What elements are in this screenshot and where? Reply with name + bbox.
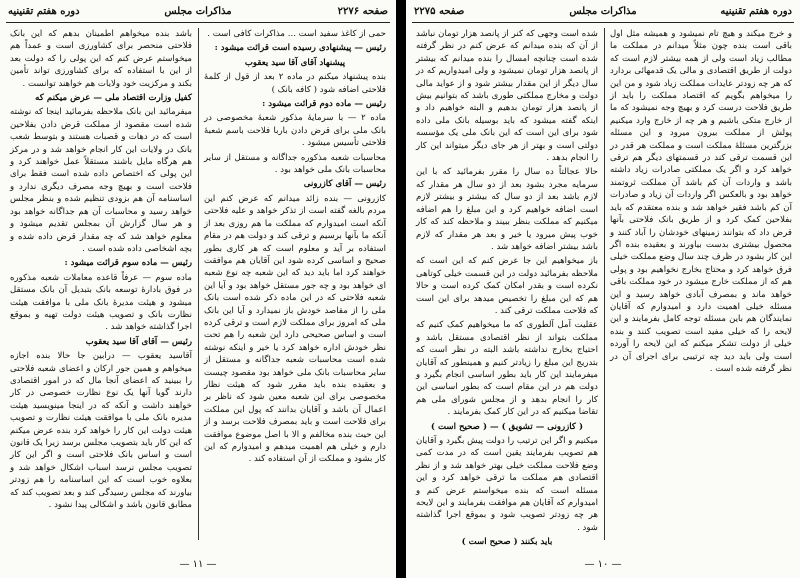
- right-column-divider: [604, 28, 605, 540]
- paragraph: شده است وجهی که کنر از پانصد هزار تومان نباشد از آن که بنده میدانم که عرض کنم در نظر گرفته شده است چنانچه امسال را بنده میدانم که بیشتر از پانصد هزار تومان نمیشود و ولی امیدواریم که در سال دیگر از این مقدار بیشتر شود و از عواید مالی دولت و مخارج مملکتی طوری باشد که بتوانیم بیش از پانصد هزار تومان بدهیم و البته خواهیم داد و اینکه گفته میشود که باید بوسیله بانک ملی داده شود برای این است که این بانک ملی یک مؤسسه دولتی است و بهتر از هر جای دیگر میتواند این کار را انجام بدهد .: [416, 29, 598, 164]
- left-page-header: [8, 6, 388, 22]
- left-page: [0, 0, 396, 578]
- speaker-line: رئیس — پیشنهادی رسیده است قرائت میشود :: [214, 43, 386, 54]
- speaker-line: رئیس — ماده دوم قرائت میشود :: [262, 99, 386, 110]
- centered-line: پیشنهاد آقای آقا سید یعقوب: [244, 57, 346, 68]
- right-page-header: [414, 6, 792, 22]
- speaker-line: رئیس — آقای کازرونی: [303, 179, 386, 190]
- paragraph: عقلیت آمل آلطوری که ما میخواهیم کمک کنیم که مملکت بتواند از نظر اقتصادی مستقل باشد و احتیاج بخارج نداشته باشد البته در نظر است که بتدریج این مبلغ را زیادتر کنیم و همینطور که آقایان میفرمایند این کار باید بطور اساسی انجام بگیرد و دولت هم در این مقام است که بطور اساسی این کار را انجام بدهد و از مجلس شورای ملی هم تقاضا میکنیم که در این کار کمک بفرمایند .: [416, 320, 598, 418]
- paragraph: میفرمائید این بانک ملاحظه بفرمائید اینجا که نوشته شده است مقصود از مملکت قرض دادن بفلاحین است که در دهات و قصبات هستند و بتوسط شعب بانک در ولایات این کار انجام خواهد شد و در مرکز هم هرگاه مایل باشند مستقلاً عمل خواهند کرد و این پولی که اختصاص داده شده است فقط برای فلاحت است و بهیچ وجه مصرف دیگری ندارد و اساسنامه آن هم بزودی تنظیم شده و بنظر مجلس خواهد رسید و محاسبات آن هم جداگانه خواهد بود و هر سال گزارش آن بمجلس تقدیم میشود و معلوم خواهد شد که چه مقدار قرض داده شده و بچه اشخاصی داده شده است .: [10, 107, 192, 254]
- left-page-label: صفحه ۲۲۷۶: [337, 6, 388, 17]
- left-header-rule: [6, 22, 390, 23]
- right-page: [406, 0, 800, 578]
- speaker-line: رئیس — آقای آقا سید یعقوب: [85, 336, 192, 347]
- right-page-session: دوره هفتم تقنینیه: [720, 6, 792, 17]
- left-page-session: دوره هفتم تقنینیه: [8, 6, 80, 17]
- paragraph: محاسبات شعبه مذکوره جداگانه و مستقل از سایر محاسبات بانک ملی خواهد بود .: [204, 152, 386, 176]
- left-page-column-right: [204, 28, 386, 538]
- paragraph: ماده سوم — عرفاً قاعده معاملات شعبه مذکوره در فوق بادارهٔ توسعه بانک بتبدیل آن بانک مستقل میشود و هیئت مدیرهٔ بانک ملی با موافقت هیئت نظارت بانک و تصویب هیئت دولت تهیه و بموقع اجرا گذاشته خواهد شد .: [10, 272, 192, 333]
- left-page-number: — ۱۱ —: [179, 559, 217, 570]
- right-page-column-right: [610, 28, 792, 538]
- paragraph: باز میخواهیم این جا عرض کنم که این است که ملاحظه بفرمائید دولت در این قسمت خیلی کوتاهی نکرده است و بقدر امکان کمک کرده است و حالا هم که این مبلغ را تخصیص میدهد برای این است که فلاحت مملکت ترقی کند .: [416, 256, 598, 316]
- binding-gutter: [396, 0, 406, 578]
- paragraph: بنده پیشنهاد میکنم در ماده ۲ بعد از قول از کلمهٔ فلاحتی اضافه شود ( کافه بانک ): [204, 72, 386, 95]
- paragraph: حمی از کاغذ سفید است ... مذاکرات کافی است .: [207, 29, 386, 39]
- paragraph: حالا عجالتاً ده سال را مقرر بفرمائید که با این سرمایه مجرد بشود بعد از دو سال هر مقدار که لازم باشد بعد از دو سال که بیشتر و بیشتر لازم است اضافه خواهیم کرد و این مبلغ را هم اضافه میکنیم که مملکت بنظر ببیند و ملاحظه کند که کار خوب پیش میرود یا خیر و بعد هر مقدار که لازم باشد بیشتر اضافه خواهد شد .: [416, 167, 598, 252]
- right-page-number: — ۱۰ —: [584, 559, 622, 570]
- speaker-line: کفیل وزارت اقتصاد ملی — عرض میکنم که: [35, 93, 192, 104]
- centered-line: ( کازرونی — تشویق ) — ( صحیح است ): [430, 421, 584, 432]
- left-page-title: مذاکرات مجلس: [164, 6, 232, 17]
- right-page-label: صفحه ۲۲۷۵: [414, 6, 465, 17]
- speaker-line: رئیس — ماده سوم قرائت میشود :: [64, 258, 192, 269]
- paragraph: کازرونی — بنده زائد میدانم که عرض کنم این مردم بالغه گفته است از تذکر خواهد و علیه فلاحتی آنکه است امیدوارم که مملکت ما هم روزی بعد از آنکه ما بآنها برسیم و ترقی کند و دولت هم در مقام استفاده بر آید و معلوم است که هر کاری بطور صحیح و اساسی کرده شود این آقایان هم موافقت خواهند کرد اما باید دید که این شعبه چه نوع شعبه ای خواهد بود و چه جور مستقل خواهد بود و آیا این شعبه فلاحتی که در این ماده ذکر شده است بانک ملی را از مقاصد خودش باز نمیدارد و آیا این بانک ملی که امروز برای مملکت لازم است و ترقی کرده است و اساس صحیحی دارد این شعبه را هم تحت نظر خودش اداره خواهد کرد یا خیر و اینکه نوشته شده است محاسبات شعبه جداگانه و مستقل از سایر محاسبات بانک ملی خواهد بود مقصود چیست و بعقیده بنده باید مقرر شود که هیئت نظار مخصوصی برای این شعبه معین شود که ناظر بر اعمال آن باشد و آقایان بدانند که پول این مملکت برای فلاحت است و باید بمصرف فلاحت برسد و از این حیث بنده مخالفم و الا با اصل موضوع موافقت دارم و خیلی هم اهمیت میدهم و امیدوارم که این کار بشود و مملکت از آن استفاده کند .: [204, 193, 386, 465]
- right-page-title: مذاکرات مجلس: [569, 6, 637, 17]
- centered-line: باید بکنند ( صحیح است ): [461, 537, 553, 548]
- left-page-column-left: [10, 28, 192, 538]
- left-column-divider: [198, 28, 199, 540]
- paragraph: و خرج میکند و هیچ تام نمیشود و همیشه مثل اول باقی است بنده چون مثلاً میدانم در مملکت ما مطالب زیاد است ولی از همه بیشتر لازم است که دولت از طریق اقتصادی و مالی یک قدمهائی بردارد که هر چه زودتر عایدات مملکت زیاد شود و من این را میخواهم بگویم که اقتصاد مملکت را باید از طریق فلاحت درست کرد و بهیچ وجه نمیشود که ما از خارج متکی باشیم و هر چه از خارج وارد میکنیم پولش از مملکت بیرون میرود و این مسئله بزرگترین مسئلهٔ مملکت است و مملکت هر قدر در این قسمت ترقی کند در قسمتهای دیگر هم ترقی خواهد کرد و اگر یک مملکتی صادرات زیاد داشته باشد و واردات آن کم باشد آن مملکت ثروتمند خواهد بود و بالعکس اگر واردات آن زیاد و صادرات آن کم باشد فقیر خواهد شد و بنده معتقدم که باید بفلاحین کمک کرد و از طریق بانک فلاحتی بآنها قرض داد که بتوانند زمینهای خودشان را آباد کنند و محصول بیشتری بدست بیاورند و بعقیده بنده اگر این کار بشود در ظرف چند سال وضع مملکت خیلی فرق خواهد کرد و محتاج بخارج نخواهیم بود و پولی هم که از مملکت خارج میشود در خود مملکت باقی خواهد ماند و بمصرف آبادی خواهد رسید و این مسئله خیلی اهمیت دارد و امیدوارم که آقایان نمایندگان هم باین مسئله توجه کامل بفرمایند و این لایحه را که خیلی مفید است تصویب کنند و بنده خیلی از دولت تشکر میکنم که این لایحه را آورده است ولی باید دید چه ترتیبی برای اجرای آن در نظر گرفته شده است .: [610, 29, 792, 374]
- right-page-column-left: [416, 28, 598, 548]
- paragraph: باشد بنده میخواهم اطمینان بدهم که این بانک فلاحتی منحصر برای کشاورزی است و عمداً هم میخواستم عرض کنم که این پولی را که دولت بعد از این با استفاده که برای کشاورزی تواند تأمین بکند و مرکزیت خود ولایات هم خواهند توانست .: [10, 29, 192, 89]
- right-header-rule: [412, 22, 794, 23]
- paragraph: میکنیم و اگر این ترتیب را دولت پیش بگیرد و آقایان هم تصویب بفرمایند یقین است که در مدت کمی وضع فلاحت مملکت خیلی بهتر خواهد شد و از نظر اقتصادی هم مملکت ما ترقی خواهد کرد و این مسئله است که بنده میخواستم عرض کنم و امیدوارم که آقایان هم موافقت بفرمایند و این لایحه هر چه زودتر تصویب شود و بموقع اجرا گذاشته شود .: [416, 436, 598, 533]
- paragraph: ماده ۲ — با سرمایهٔ مذکور شعبهٔ مخصوصی در بانک ملی برای قرض دادن باربا فلاحت باسم شعبهٔ فلاحتی تأسیس میشود .: [204, 113, 386, 149]
- paragraph: آقاسید یعقوب — درابین جا حالا بنده اجازه میخواهم و همین جور ارکان و اعضای شعبه فلاحتی را ببینید که اعضای آنجا مال که در امور اقتصادی دارند گویا آنها یک نوع نظارت خصوصی در کار خواهند داشت و آنکه که در اینجا مینویسید هیئت مدیره بانک ملی با موافقت هیئت نظارت و تصویب هیئت دولت این کار را خواهد کرد بنده عرض میکنم که این کار باید بتصویب مجلس برسد زیرا یک قانون است و اساس بانک فلاحتی است و اگر این کار تصویب مجلس نرسد اسباب اشکال خواهد شد و بعلاوه خوب است که این اساسنامه را هم زودتر بیاورند که مجلس رسیدگی کند و بعد تصویب کند که مطابق قانون باشد و اشکالی پیدا نشود .: [10, 351, 192, 511]
